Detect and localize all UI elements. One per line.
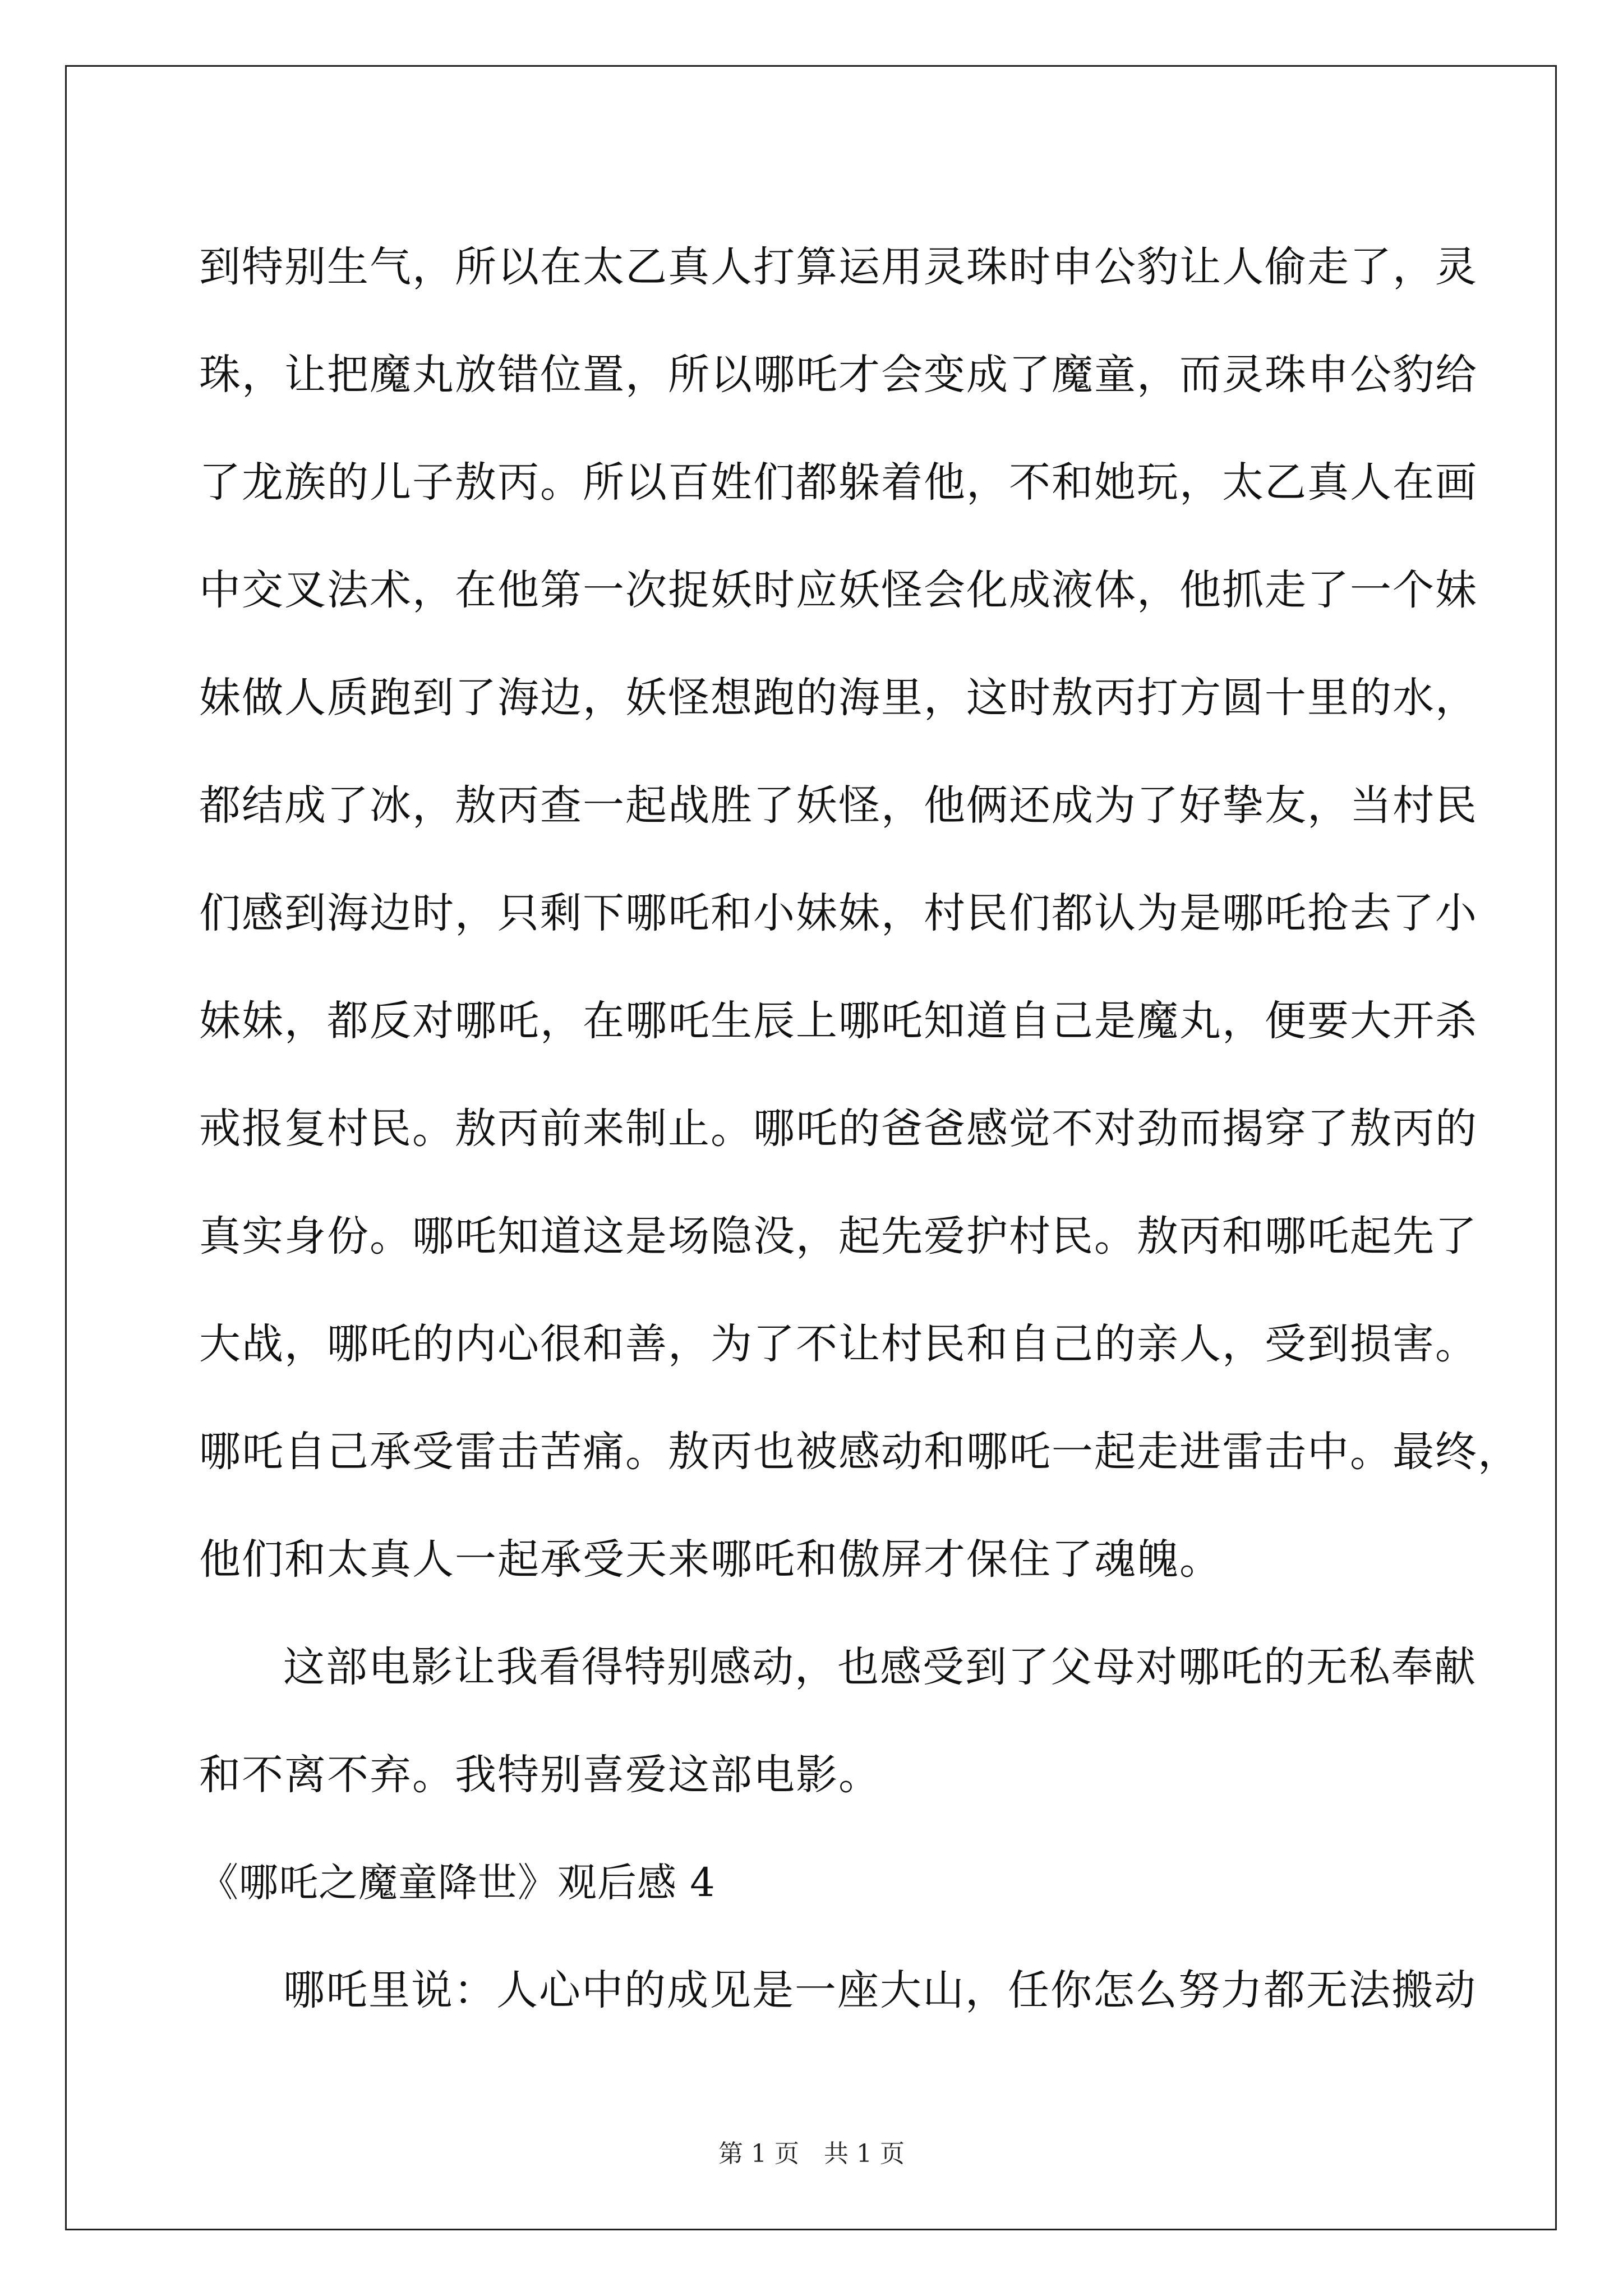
page-footer: 第 1 页 共 1 页: [718, 2139, 905, 2168]
body-line-3: 了龙族的儿子敖丙。所以百姓们都躲着他，不和她玩，太乙真人在画: [199, 458, 1478, 507]
body-line-1: 到特别生气，所以在太乙真人打算运用灵珠时申公豹让人偷走了，灵: [199, 243, 1478, 291]
body-line-2: 珠，让把魔丸放错位置，所以哪吒才会变成了魔童，而灵珠申公豹给: [199, 351, 1478, 399]
body-line-11: 大战，哪吒的内心很和善，为了不让村民和自己的亲人，受到损害。: [199, 1320, 1478, 1368]
body-line-10: 真实身份。哪吒知道这是场隐没，起先爱护村民。敖丙和哪吒起先了: [199, 1212, 1478, 1260]
body-line-5: 妹做人质跑到了海边，妖怪想跑的海里，这时敖丙打方圆十里的水，: [199, 674, 1478, 722]
paragraph-line-2: 和不离不弃。我特别喜爱这部电影。: [199, 1751, 881, 1799]
body-line-6: 都结成了冰，敖丙查一起战胜了妖怪，他俩还成为了好挚友，当村民: [199, 781, 1478, 830]
body-line-13: 他们和太真人一起承受天来哪吒和傲屏才保住了魂魄。: [199, 1535, 1222, 1584]
body-line-8: 妹妹，都反对哪吒，在哪吒生辰上哪吒知道自己是魔丸，便要大开杀: [199, 997, 1478, 1045]
section-heading: 《哪吒之魔童降世》观后感 4: [199, 1860, 716, 1906]
body-line-12: 哪吒自己承受雷击苦痛。敖丙也被感动和哪吒一起走进雷击中。最终，: [199, 1428, 1520, 1476]
body-line-4: 中交叉法术，在他第一次捉妖时应妖怪会化成液体，他抓走了一个妹: [199, 566, 1478, 614]
body-line-9: 戒报复村民。敖丙前来制止。哪吒的爸爸感觉不对劲而揭穿了敖丙的: [199, 1105, 1478, 1153]
document-body: [199, 213, 1520, 2044]
body-line-7: 们感到海边时，只剩下哪吒和小妹妹，村民们都认为是哪吒抢去了小: [199, 889, 1478, 937]
paragraph-line-3: 哪吒里说：人心中的成见是一座大山，任你怎么努力都无法搬动: [283, 1966, 1477, 2014]
paragraph-line-1: 这部电影让我看得特别感动，也感受到了父母对哪吒的无私奉献: [283, 1643, 1477, 1691]
